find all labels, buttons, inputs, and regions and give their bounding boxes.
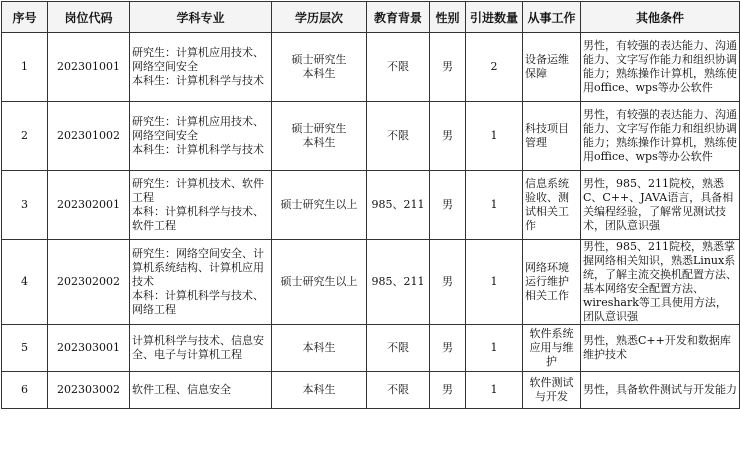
cell-major: 软件工程、信息安全 — [130, 372, 272, 409]
cell-conditions: 男性，熟悉C++开发和数据库维护技术 — [581, 325, 740, 372]
cell-no: 4 — [2, 240, 48, 325]
cell-conditions: 男性，具备软件测试与开发能力 — [581, 372, 740, 409]
cell-gender: 男 — [430, 240, 466, 325]
header-gender: 性别 — [430, 2, 466, 33]
cell-conditions: 男性，985、211院校，熟悉C、C++、JAVA语言，具备相关编程经验，了解常见测试技术，团队意识强 — [581, 171, 740, 240]
table-row — [2, 240, 740, 325]
cell-work: 软件系统应用与维护 — [523, 325, 581, 372]
table-row — [2, 33, 740, 102]
header-major: 学科专业 — [130, 2, 272, 33]
header-degree: 学历层次 — [272, 2, 367, 33]
cell-degree: 硕士研究生 本科生 — [272, 102, 367, 171]
cell-degree: 本科生 — [272, 372, 367, 409]
cell-degree: 硕士研究生以上 — [272, 171, 367, 240]
cell-code: 202302001 — [48, 171, 130, 240]
cell-degree: 本科生 — [272, 325, 367, 372]
cell-education: 985、211 — [367, 171, 430, 240]
header-conditions: 其他条件 — [581, 2, 740, 33]
cell-degree: 硕士研究生 本科生 — [272, 33, 367, 102]
cell-work: 设备运维 保障 — [523, 33, 581, 102]
cell-no: 1 — [2, 33, 48, 102]
cell-no: 2 — [2, 102, 48, 171]
cell-count: 1 — [466, 171, 523, 240]
cell-education: 不限 — [367, 372, 430, 409]
cell-major: 研究生：网络空间安全、计算机系统结构、计算机应用技术 本科：计算机科学与技术、网络工程 — [130, 240, 272, 325]
cell-major: 研究生：计算机技术、软件工程 本科：计算机科学与技术、软件工程 — [130, 171, 272, 240]
cell-conditions: 男性，有较强的表达能力、沟通能力、文字写作能力和组织协调能力；熟练操作计算机，熟练使用office、wps等办公软件 — [581, 102, 740, 171]
cell-work: 信息系统验收、测试相关工作 — [523, 171, 581, 240]
cell-major: 研究生：计算机应用技术、网络空间安全 本科生：计算机科学与技术 — [130, 102, 272, 171]
header-code: 岗位代码 — [48, 2, 130, 33]
cell-count: 1 — [466, 372, 523, 409]
table-row — [2, 325, 740, 372]
table-row — [2, 171, 740, 240]
cell-count: 1 — [466, 325, 523, 372]
cell-gender: 男 — [430, 33, 466, 102]
cell-work: 软件测试与开发 — [523, 372, 581, 409]
cell-gender: 男 — [430, 102, 466, 171]
cell-gender: 男 — [430, 171, 466, 240]
header-count: 引进数量 — [466, 2, 523, 33]
header-education: 教育背景 — [367, 2, 430, 33]
header-work: 从事工作 — [523, 2, 581, 33]
cell-no: 3 — [2, 171, 48, 240]
cell-conditions: 男性，有较强的表达能力、沟通能力、文字写作能力和组织协调能力；熟练操作计算机，熟练使用office、wps等办公软件 — [581, 33, 740, 102]
cell-count: 2 — [466, 33, 523, 102]
cell-code: 202303002 — [48, 372, 130, 409]
cell-education: 不限 — [367, 33, 430, 102]
cell-no: 5 — [2, 325, 48, 372]
cell-work: 网络环境运行维护相关工作 — [523, 240, 581, 325]
cell-gender: 男 — [430, 325, 466, 372]
cell-no: 6 — [2, 372, 48, 409]
recruitment-table — [1, 1, 740, 409]
cell-code: 202301001 — [48, 33, 130, 102]
cell-degree: 硕士研究生以上 — [272, 240, 367, 325]
cell-education: 不限 — [367, 325, 430, 372]
header-row — [2, 2, 740, 33]
cell-code: 202302002 — [48, 240, 130, 325]
table-row — [2, 372, 740, 409]
header-no: 序号 — [2, 2, 48, 33]
cell-code: 202301002 — [48, 102, 130, 171]
cell-work: 科技项目 管理 — [523, 102, 581, 171]
cell-count: 1 — [466, 102, 523, 171]
cell-education: 985、211 — [367, 240, 430, 325]
cell-education: 不限 — [367, 102, 430, 171]
table-row — [2, 102, 740, 171]
cell-major: 研究生：计算机应用技术、网络空间安全 本科生：计算机科学与技术 — [130, 33, 272, 102]
cell-count: 1 — [466, 240, 523, 325]
cell-major: 计算机科学与技术、信息安全、电子与计算机工程 — [130, 325, 272, 372]
cell-code: 202303001 — [48, 325, 130, 372]
cell-gender: 男 — [430, 372, 466, 409]
cell-conditions: 男性，985、211院校，熟悉掌握网络相关知识，熟悉Linux系统，了解主流交换机配置方法、基本网络安全配置方法、wireshark等工具使用方法，团队意识强 — [581, 240, 740, 325]
